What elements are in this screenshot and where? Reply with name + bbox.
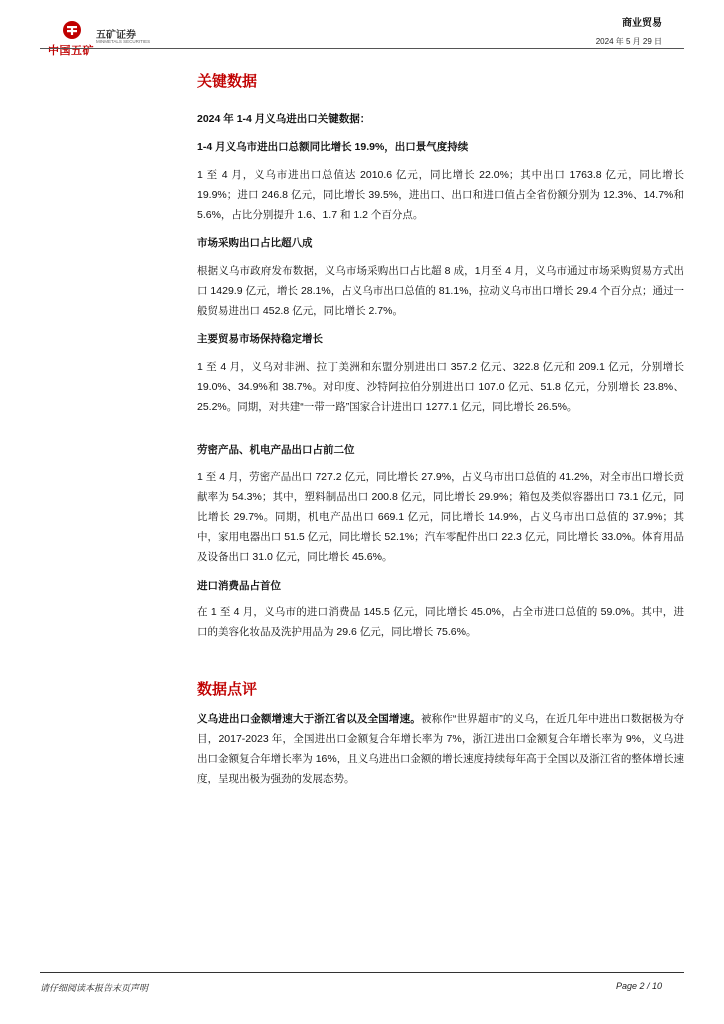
- block-body: 根据义乌市政府发布数据，义乌市场采购出口占比超 8 成，1月至 4 月，义乌市通过市场采购贸易方式出口 1429.9 亿元，增长 28.1%，占义乌市出口总值的 81.1%，拉动义乌市出口增长 29.4 个百分点；通过一般贸易进出口 452.8 亿元，同比增长 2.7%。: [197, 265, 684, 317]
- block-subtitle: 劳密产品、机电产品出口占前二位: [197, 444, 355, 456]
- header-meta: [596, 17, 662, 49]
- section-title-comment: 数据点评: [197, 681, 258, 698]
- block-subtitle: 1-4 月义乌市进出口总额同比增长 19.9%，出口景气度持续: [197, 141, 469, 153]
- comment-paragraph: [197, 709, 684, 789]
- key-data-heading-wrap: [197, 111, 684, 127]
- block-body: 1 至 4 月，义乌对非洲、拉丁美洲和东盟分别进出口 357.2 亿元、322.8 亿元和 209.1 亿元，分别增长 19.0%、34.9%和 38.7%。对印度、沙特阿拉伯分别进出口 107.0 亿元、51.8 亿元，分别增长 23.8%、25.2%。同期，对共建“一带一路”国家合计进出口 1277.1 亿元，同比增长 26.5%。: [197, 361, 684, 413]
- comment-body-wrap: [197, 709, 684, 789]
- key-data-section: [197, 72, 684, 92]
- page-number: Page 2 / 10: [615, 981, 662, 991]
- block-1: [197, 139, 684, 155]
- block-body: 1 至 4 月，义乌市进出口总值达 2010.6 亿元，同比增长 22.0%；其中出口 1763.8 亿元，同比增长 19.9%；进口 246.8 亿元，同比增长 39.5%，进出口、出口和进口值占全省份额分别为 12.3%、14.7%和 5.6%，占比分别提升 1.6、1.7 和 1.2 个百分点。: [197, 169, 684, 221]
- comment-section: [197, 680, 684, 700]
- key-data-heading: 2024 年 1-4 月义乌进出口关键数据：: [197, 113, 371, 125]
- block-4-body-wrap: [197, 467, 684, 567]
- company-logo: [48, 20, 158, 56]
- logo-english-name: MINMETALS SECURITIES: [96, 39, 151, 44]
- block-3-body-wrap: [197, 357, 684, 417]
- block-3: [197, 331, 684, 347]
- block-subtitle: 进口消费品占首位: [197, 580, 281, 592]
- section-title-key-data: 关键数据: [197, 73, 258, 90]
- minmetals-logo-icon: [58, 20, 86, 42]
- report-category: 商业贸易: [622, 18, 662, 29]
- footer-disclaimer: 请仔细阅读本报告末页声明: [40, 983, 149, 993]
- comment-body: 被称作“世界超市”的义乌，在近几年中进出口数据极为夺目，2017-2023 年，全国进出口金额复合年增长率为 7%，浙江进出口金额复合年增长率为 9%，义乌进出口金额复合年增长率为 16%，且义乌进出口金额的增长速度持续每年高于全国以及浙江省的整体增长速度，呈现出极为强劲的发展态势。: [197, 713, 685, 785]
- block-subtitle: 主要贸易市场保持稳定增长: [197, 333, 323, 345]
- block-2: [197, 235, 684, 251]
- block-1-body-wrap: [197, 165, 684, 225]
- block-body: 1 至 4 月，劳密产品出口 727.2 亿元，同比增长 27.9%，占义乌市出口总值的 41.2%，对全市出口增长贡献率为 54.3%；其中，塑料制品出口 200.8 亿元，同比增长 29.9%；箱包及类似容器出口 73.1 亿元，同比增长 29.7%。同期，机电产品出口 669.1 亿元，同比增长 14.9%，占义乌市出口总值的 37.9%；其中，家用电器出口 51.5 亿元，同比增长 52.1%；汽车零配件出口 22.3 亿元，同比增长 33.0%。体育用品及设备出口 31.0 亿元，同比增长 45.6%。: [197, 471, 684, 563]
- comment-lead: 义乌进出口金额增速大于浙江省以及全国增速。: [197, 713, 421, 725]
- block-subtitle: 市场采购出口占比超八成: [197, 237, 313, 249]
- logo-company-name: 中国五矿: [48, 45, 94, 57]
- block-body: 在 1 至 4 月，义乌市的进口消费品 145.5 亿元，同比增长 45.0%，占全市进口总值的 59.0%。其中，进口的美容化妆品及洗护用品为 29.6 亿元，同比增长 75.6%。: [197, 606, 684, 638]
- block-5-body-wrap: [197, 602, 684, 642]
- block-2-body-wrap: [197, 261, 684, 321]
- logo-securities-name: 五矿证券: [96, 30, 136, 41]
- header-divider: [40, 48, 684, 49]
- block-5: [197, 578, 684, 594]
- report-date: 2024 年 5 月 29 日: [595, 37, 662, 46]
- footer-divider: [40, 972, 684, 973]
- block-4: [197, 442, 684, 458]
